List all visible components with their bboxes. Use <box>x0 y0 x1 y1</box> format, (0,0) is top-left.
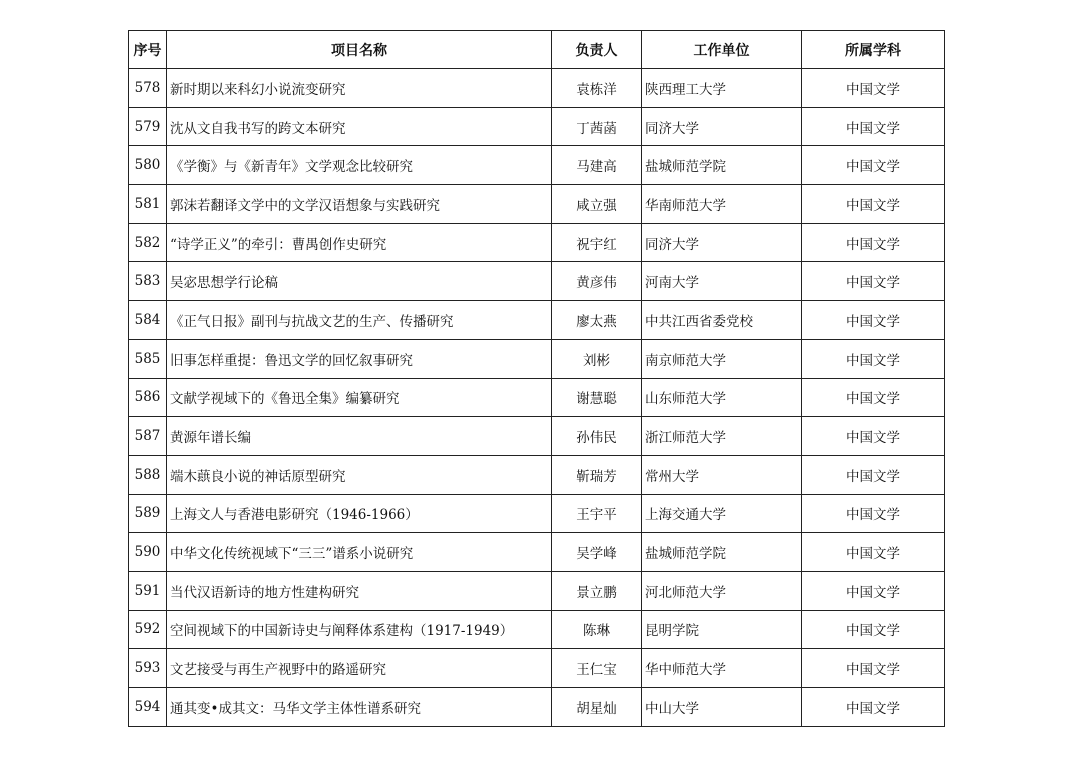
table-row <box>129 417 945 456</box>
cell-person: 丁茜菡 <box>552 107 642 146</box>
cell-title: 《学衡》与《新青年》文学观念比较研究 <box>167 146 552 185</box>
cell-subject: 中国文学 <box>802 455 945 494</box>
cell-unit: 盐城师范学院 <box>642 146 802 185</box>
table-row <box>129 571 945 610</box>
cell-unit: 中共江西省委党校 <box>642 301 802 340</box>
cell-title: 当代汉语新诗的地方性建构研究 <box>167 571 552 610</box>
cell-person: 马建高 <box>552 146 642 185</box>
cell-no: 587 <box>129 417 167 456</box>
cell-person: 咸立强 <box>552 185 642 224</box>
cell-person: 谢慧聪 <box>552 378 642 417</box>
cell-unit: 河北师范大学 <box>642 571 802 610</box>
cell-unit: 常州大学 <box>642 455 802 494</box>
cell-title: “诗学正义”的牵引：曹禺创作史研究 <box>167 223 552 262</box>
cell-no: 579 <box>129 107 167 146</box>
table-row <box>129 185 945 224</box>
table-row <box>129 378 945 417</box>
cell-unit: 浙江师范大学 <box>642 417 802 456</box>
cell-person: 靳瑞芳 <box>552 455 642 494</box>
header-person: 负责人 <box>552 31 642 69</box>
table-row <box>129 610 945 649</box>
cell-no: 581 <box>129 185 167 224</box>
table-row <box>129 301 945 340</box>
cell-person: 胡星灿 <box>552 688 642 727</box>
project-table <box>128 30 945 727</box>
cell-no: 590 <box>129 533 167 572</box>
cell-title: 新时期以来科幻小说流变研究 <box>167 69 552 108</box>
table-row <box>129 339 945 378</box>
cell-no: 582 <box>129 223 167 262</box>
table-row <box>129 69 945 108</box>
cell-unit: 同济大学 <box>642 107 802 146</box>
cell-title: 吴宓思想学行论稿 <box>167 262 552 301</box>
cell-unit: 河南大学 <box>642 262 802 301</box>
cell-no: 580 <box>129 146 167 185</box>
cell-title: 中华文化传统视域下“三三”谱系小说研究 <box>167 533 552 572</box>
cell-title: 上海文人与香港电影研究（1946-1966） <box>167 494 552 533</box>
cell-person: 孙伟民 <box>552 417 642 456</box>
cell-title: 旧事怎样重提：鲁迅文学的回忆叙事研究 <box>167 339 552 378</box>
cell-unit: 同济大学 <box>642 223 802 262</box>
header-row <box>129 31 945 69</box>
cell-no: 586 <box>129 378 167 417</box>
cell-title: 沈从文自我书写的跨文本研究 <box>167 107 552 146</box>
cell-person: 吴学峰 <box>552 533 642 572</box>
cell-subject: 中国文学 <box>802 378 945 417</box>
table-row <box>129 262 945 301</box>
cell-subject: 中国文学 <box>802 610 945 649</box>
cell-unit: 盐城师范学院 <box>642 533 802 572</box>
cell-no: 589 <box>129 494 167 533</box>
cell-unit: 中山大学 <box>642 688 802 727</box>
cell-subject: 中国文学 <box>802 69 945 108</box>
table-header <box>129 31 945 69</box>
cell-no: 593 <box>129 649 167 688</box>
cell-title: 文艺接受与再生产视野中的路遥研究 <box>167 649 552 688</box>
cell-no: 585 <box>129 339 167 378</box>
cell-subject: 中国文学 <box>802 571 945 610</box>
cell-unit: 山东师范大学 <box>642 378 802 417</box>
cell-subject: 中国文学 <box>802 649 945 688</box>
cell-person: 祝宇红 <box>552 223 642 262</box>
cell-subject: 中国文学 <box>802 494 945 533</box>
cell-no: 591 <box>129 571 167 610</box>
cell-title: 黄源年谱长编 <box>167 417 552 456</box>
cell-person: 王仁宝 <box>552 649 642 688</box>
cell-subject: 中国文学 <box>802 223 945 262</box>
cell-person: 黄彦伟 <box>552 262 642 301</box>
cell-no: 583 <box>129 262 167 301</box>
cell-subject: 中国文学 <box>802 688 945 727</box>
cell-no: 578 <box>129 69 167 108</box>
cell-person: 袁栋洋 <box>552 69 642 108</box>
cell-person: 廖太燕 <box>552 301 642 340</box>
cell-person: 陈琳 <box>552 610 642 649</box>
cell-no: 588 <box>129 455 167 494</box>
cell-unit: 陕西理工大学 <box>642 69 802 108</box>
table-row <box>129 494 945 533</box>
cell-unit: 华中师范大学 <box>642 649 802 688</box>
cell-subject: 中国文学 <box>802 262 945 301</box>
cell-no: 594 <box>129 688 167 727</box>
table-row <box>129 107 945 146</box>
cell-unit: 南京师范大学 <box>642 339 802 378</box>
cell-title: 文献学视域下的《鲁迅全集》编纂研究 <box>167 378 552 417</box>
cell-subject: 中国文学 <box>802 533 945 572</box>
cell-subject: 中国文学 <box>802 146 945 185</box>
table-body <box>129 69 945 727</box>
table-row <box>129 688 945 727</box>
cell-no: 584 <box>129 301 167 340</box>
table-row <box>129 223 945 262</box>
table-row <box>129 455 945 494</box>
header-unit: 工作单位 <box>642 31 802 69</box>
header-title: 项目名称 <box>167 31 552 69</box>
cell-subject: 中国文学 <box>802 185 945 224</box>
header-subject: 所属学科 <box>802 31 945 69</box>
cell-subject: 中国文学 <box>802 301 945 340</box>
cell-person: 景立鹏 <box>552 571 642 610</box>
cell-title: 郭沫若翻译文学中的文学汉语想象与实践研究 <box>167 185 552 224</box>
cell-unit: 上海交通大学 <box>642 494 802 533</box>
table-row <box>129 649 945 688</box>
cell-title: 通其变•成其文：马华文学主体性谱系研究 <box>167 688 552 727</box>
cell-person: 刘彬 <box>552 339 642 378</box>
table-row <box>129 533 945 572</box>
cell-subject: 中国文学 <box>802 107 945 146</box>
table-row <box>129 146 945 185</box>
cell-no: 592 <box>129 610 167 649</box>
cell-title: 端木蕻良小说的神话原型研究 <box>167 455 552 494</box>
cell-title: 空间视域下的中国新诗史与阐释体系建构（1917-1949） <box>167 610 552 649</box>
cell-unit: 昆明学院 <box>642 610 802 649</box>
header-no: 序号 <box>129 31 167 69</box>
cell-title: 《正气日报》副刊与抗战文艺的生产、传播研究 <box>167 301 552 340</box>
cell-unit: 华南师范大学 <box>642 185 802 224</box>
cell-person: 王宇平 <box>552 494 642 533</box>
cell-subject: 中国文学 <box>802 339 945 378</box>
cell-subject: 中国文学 <box>802 417 945 456</box>
